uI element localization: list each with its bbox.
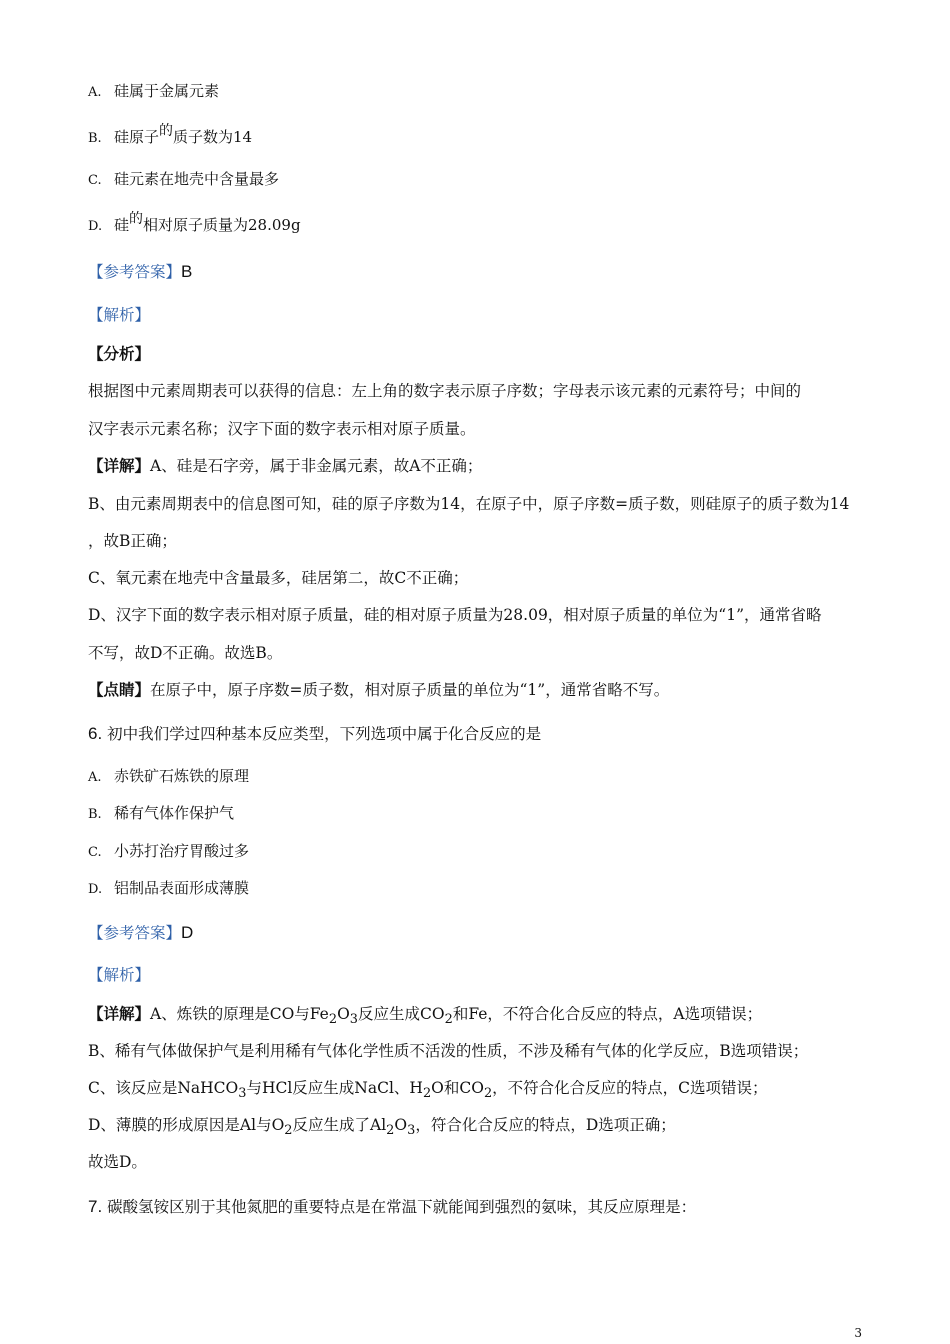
q5-detail-d1: D、汉字下面的数字表示相对原子质量，硅的相对原子质量为28.09，相对原子质量的单位为“1”，通常省略 bbox=[88, 606, 822, 624]
q5-detail-a: 【详解】A、硅是石字旁，属于非金属元素，故A不正确； bbox=[88, 456, 483, 475]
q6-option-a: A. 赤铁矿石炼铁的原理 bbox=[88, 767, 250, 785]
q5-detail-b1: B、由元素周期表中的信息图可知，硅的原子序数为14，在原子中，原子序数=质子数，则硅原子的质子数为14 bbox=[88, 495, 850, 513]
q5-option-b: B. 硅原子的质子数为14 bbox=[88, 123, 253, 146]
q6-detail-b: B、稀有气体做保护气是利用稀有气体化学性质不活泼的性质，不涉及稀有气体的化学反应，B选项错误； bbox=[88, 1042, 809, 1060]
q6-analysis-tag: 【解析】 bbox=[88, 967, 151, 984]
q5-analysis-tag: 【解析】 bbox=[88, 307, 151, 324]
q6-stem: 6. 初中我们学过四种基本反应类型，下列选项中属于化合反应的是 bbox=[88, 724, 542, 743]
page-number: 3 bbox=[854, 1326, 862, 1340]
q6-detail-c: C、该反应是NaHCO$_3$与HCl反应生成NaCl、$H_2O$和$CO_2$，不符合化合反应的特点，C选项错误； bbox=[88, 1079, 768, 1102]
q6-answer: 【参考答案】D bbox=[88, 923, 194, 942]
q5-fenxi-line1: 根据图中元素周期表可以获得的信息：左上角的数字表示原子序数；字母表示该元素的元素符号；中间的 bbox=[88, 382, 802, 400]
q5-detail-d2: 不写，故D不正确。故选B。 bbox=[88, 644, 283, 662]
q5-option-d: D. 硅的相对原子质量为28.09g bbox=[88, 211, 301, 234]
q6-conclusion: 故选D。 bbox=[88, 1153, 147, 1171]
q6-detail-d: D、薄膜的形成原因是Al与$O_2$反应生成了$Al_2O_3$，符合化合反应的特点，D选项正确； bbox=[88, 1116, 676, 1139]
q5-option-a: A. 硅属于金属元素 bbox=[88, 82, 220, 100]
q5-detail-c: C、氧元素在地壳中含量最多，硅居第二，故C不正确； bbox=[88, 569, 469, 587]
q6-option-c: C. 小苏打治疗胃酸过多 bbox=[88, 842, 250, 860]
q5-fenxi-line2: 汉字表示元素名称；汉字下面的数字表示相对原子质量。 bbox=[88, 420, 476, 438]
q6-option-b: B. 稀有气体作保护气 bbox=[88, 804, 235, 822]
q6-detail-a: 【详解】A、炼铁的原理是CO与$Fe_2O_3$反应生成$CO_2$和Fe，不符合化合反应的特点，A选项错误； bbox=[88, 1004, 763, 1028]
q7-stem: 7. 碳酸氢铵区别于其他氮肥的重要特点是在常温下就能闻到强烈的氨味，其反应原理是： bbox=[88, 1197, 697, 1216]
q5-dianjing: 【点睛】在原子中，原子序数=质子数，相对原子质量的单位为“1”，通常省略不写。 bbox=[88, 680, 670, 699]
q5-option-c: C. 硅元素在地壳中含量最多 bbox=[88, 170, 280, 188]
q5-fenxi-tag: 【分析】 bbox=[88, 344, 151, 363]
q6-option-d: D. 铝制品表面形成薄膜 bbox=[88, 879, 250, 897]
q5-answer: 【参考答案】B bbox=[88, 262, 193, 281]
q5-detail-b2: ，故B正确； bbox=[88, 532, 177, 550]
